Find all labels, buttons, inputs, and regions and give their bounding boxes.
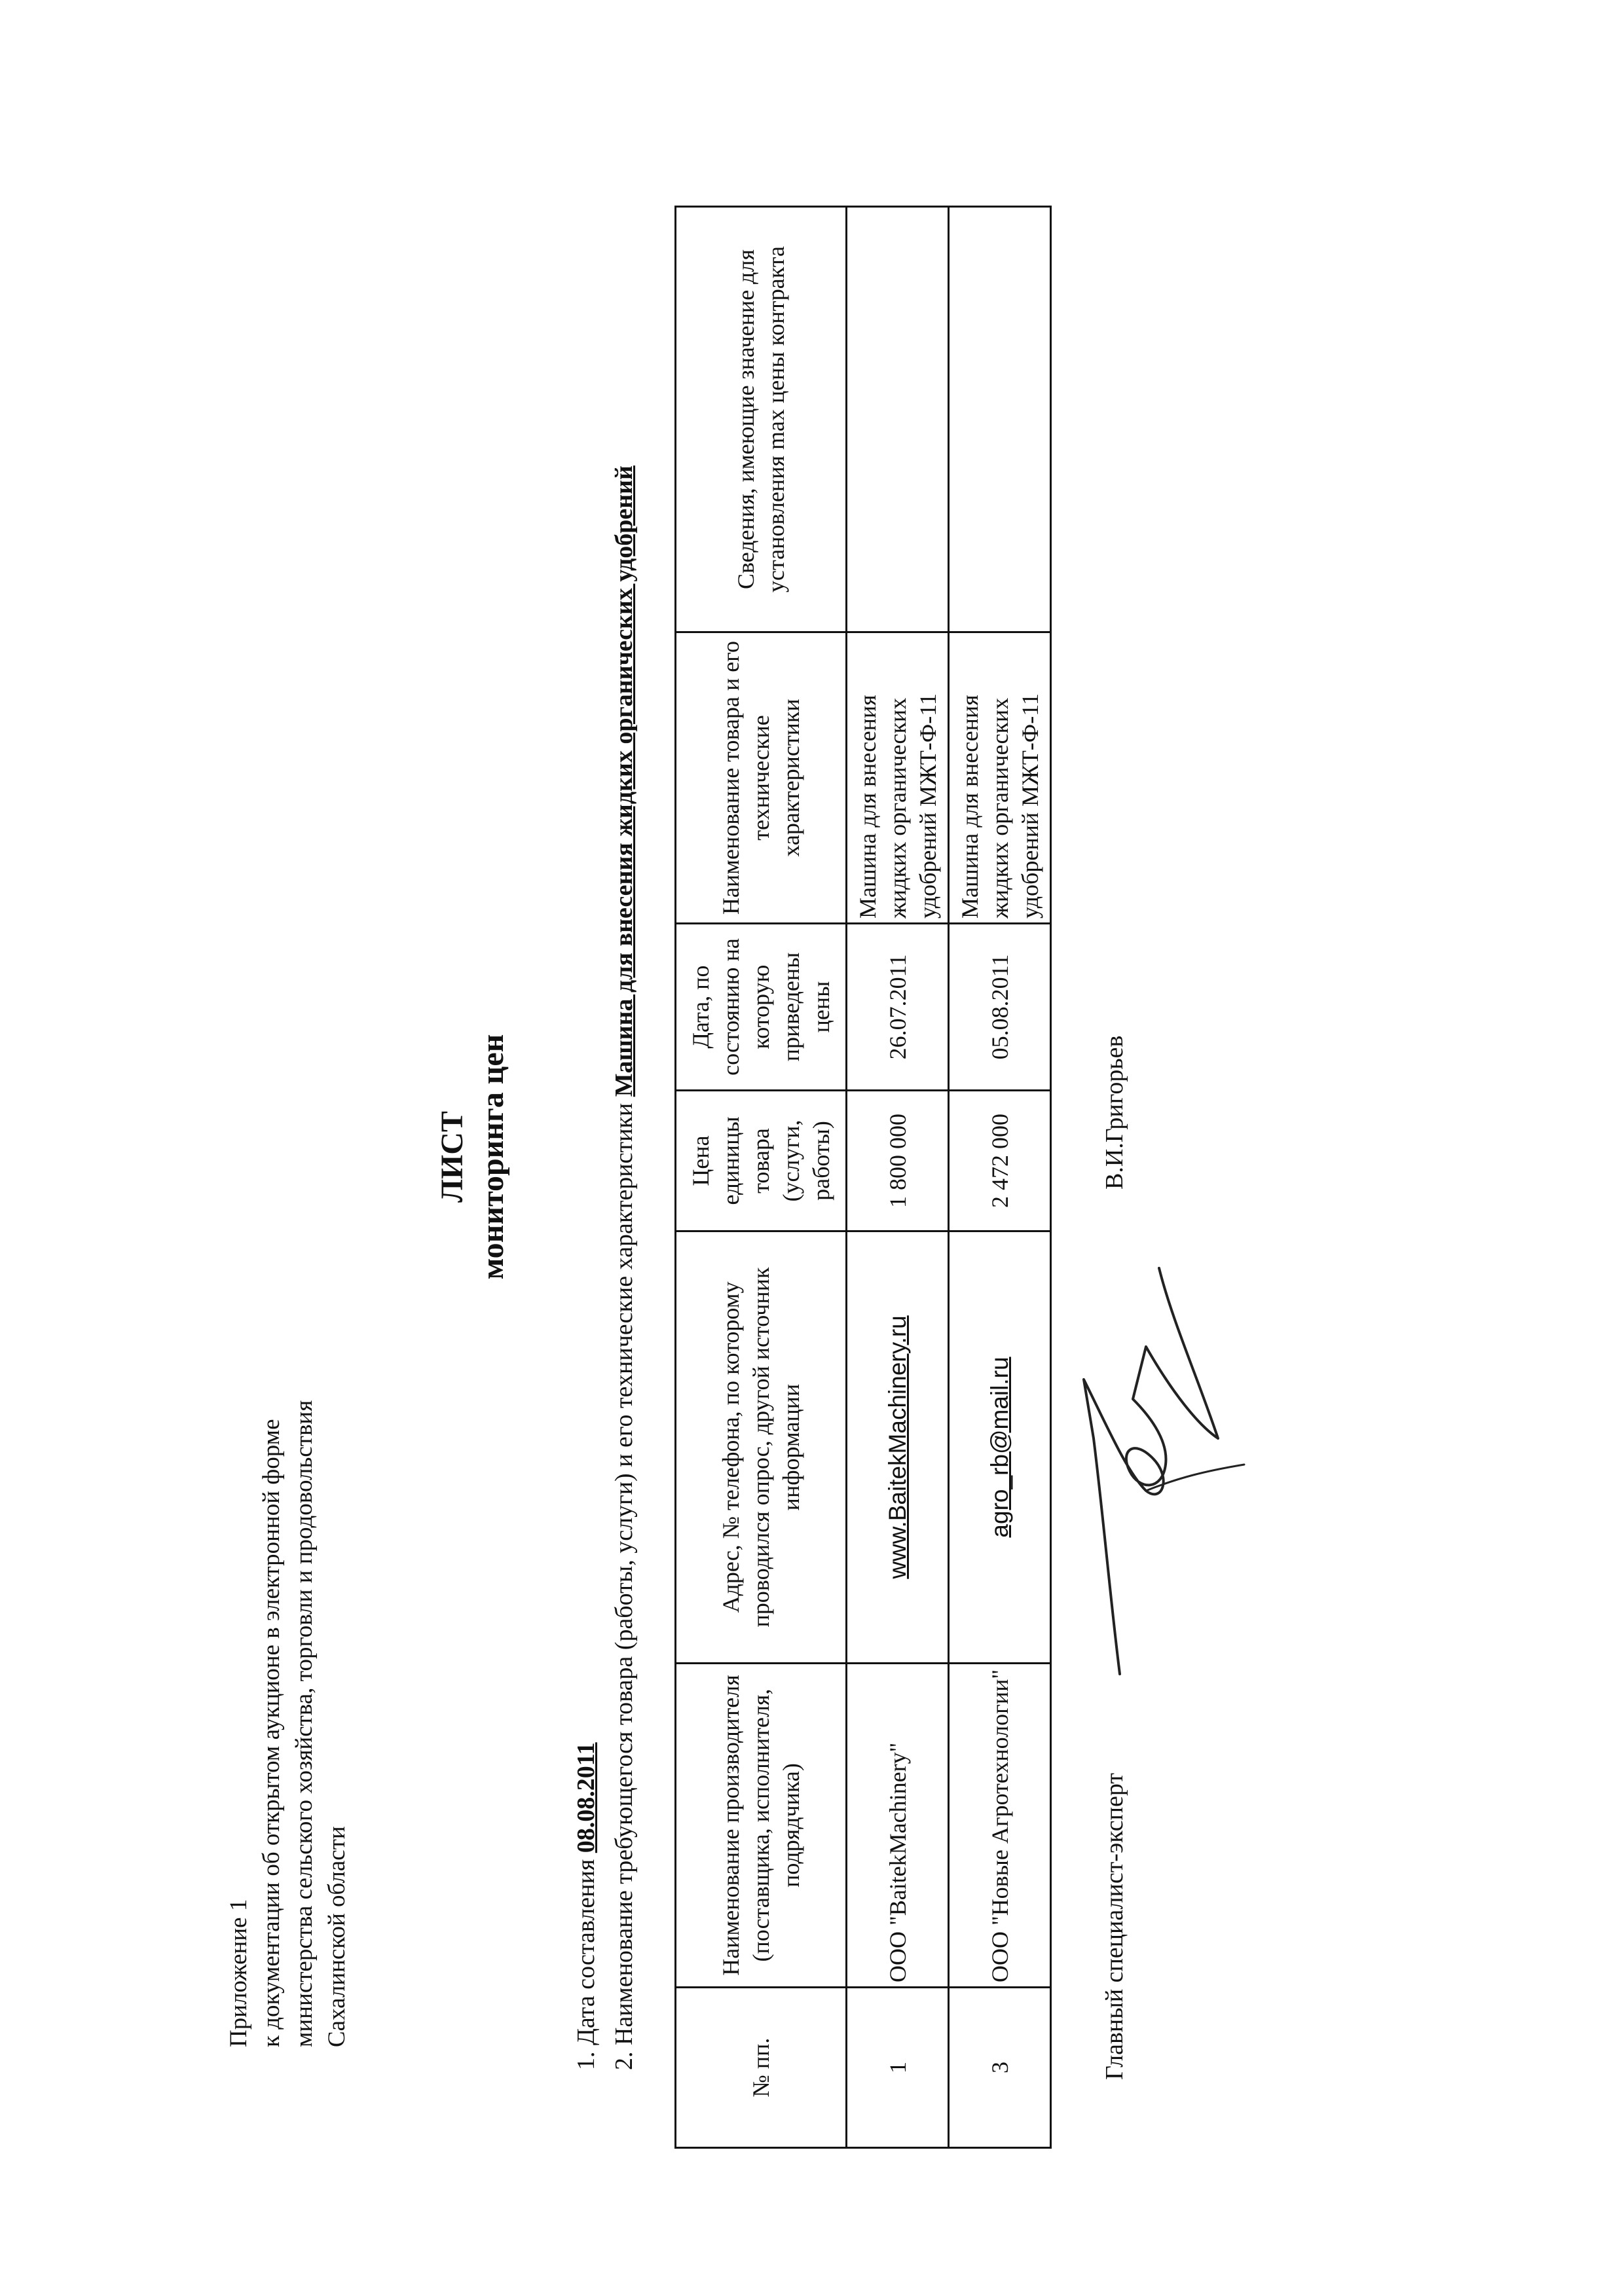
cell-supplier: ООО "BaitekMachinery" [847, 1664, 949, 1988]
header-cell-supplier: Наименование производителя (поставщика, исполнителя, подрядчика) [676, 1664, 847, 1988]
source-link[interactable]: www.BaitekMachinery.ru [883, 1315, 911, 1579]
cell-notes [949, 207, 1051, 632]
title-line-2: мониторинга цен [475, 1034, 510, 1280]
price-monitoring-table [674, 206, 1052, 2149]
header-cell-product: Наименование товара и его технические характеристики [676, 632, 847, 924]
cell-product: Машина для внесения жидких органических удобрений МЖТ-Ф-11 [949, 632, 1051, 924]
cell-product: Машина для внесения жидких органических удобрений МЖТ-Ф-11 [847, 632, 949, 924]
cell-source [949, 1231, 1051, 1664]
compile-date-value: 08.08.2011 [572, 1742, 600, 1853]
cell-source [847, 1231, 949, 1664]
appendix-line: Приложение 1 [225, 1899, 252, 2047]
appendix-line: Сахалинской области [323, 1826, 350, 2047]
cell-notes [847, 207, 949, 632]
header-cell-date: Дата, по состоянию на которую приведены цены [676, 924, 847, 1091]
appendix-note [223, 1400, 354, 2047]
cell-number: 3 [949, 1988, 1051, 2148]
header-cell-source: Адрес, № телефона, по которому проводился опрос, другой источник информации [676, 1231, 847, 1664]
product-name-label: 2. Наименование требующегося товара (работы, услуги) и его технические характеристики [610, 1097, 638, 2070]
product-name-value: Машина для внесения жидких органических удобрений [610, 465, 638, 1097]
appendix-line: министерства сельского хозяйства, торговли и продовольствия [291, 1400, 318, 2047]
cell-number: 1 [847, 1988, 949, 2148]
header-cell-number: № пп. [676, 1988, 847, 2148]
cell-date: 26.07.2011 [847, 924, 949, 1091]
title-line-1: ЛИСТ [435, 1111, 470, 1203]
compile-date-field [570, 1742, 602, 2070]
header-cell-notes: Сведения, имеющие значение для установления max цены контракта [676, 207, 847, 632]
source-email-link[interactable]: agro_rb@mail.ru [986, 1357, 1013, 1538]
header-cell-price: Цена единицы товара (услуги, работы) [676, 1091, 847, 1231]
appendix-line: к документации об открытом аукционе в электронной форме [258, 1419, 285, 2047]
compile-date-label: 1. Дата составления [572, 1853, 600, 2070]
signer-name: В.И.Григорьев [1101, 1035, 1128, 1190]
signer-position: Главный специалист-эксперт [1101, 1773, 1128, 2080]
product-name-field [606, 211, 642, 2070]
cell-date: 05.08.2011 [949, 924, 1051, 1091]
table-row [847, 207, 949, 2148]
table-row [949, 207, 1051, 2148]
cell-price: 1 800 000 [847, 1091, 949, 1231]
document-title [432, 987, 513, 1327]
cell-supplier: ООО "Новые Агротехнологии" [949, 1664, 1051, 1988]
cell-price: 2 472 000 [949, 1091, 1051, 1231]
table-header-row [676, 207, 847, 2148]
signature-mark [1048, 1255, 1257, 1687]
